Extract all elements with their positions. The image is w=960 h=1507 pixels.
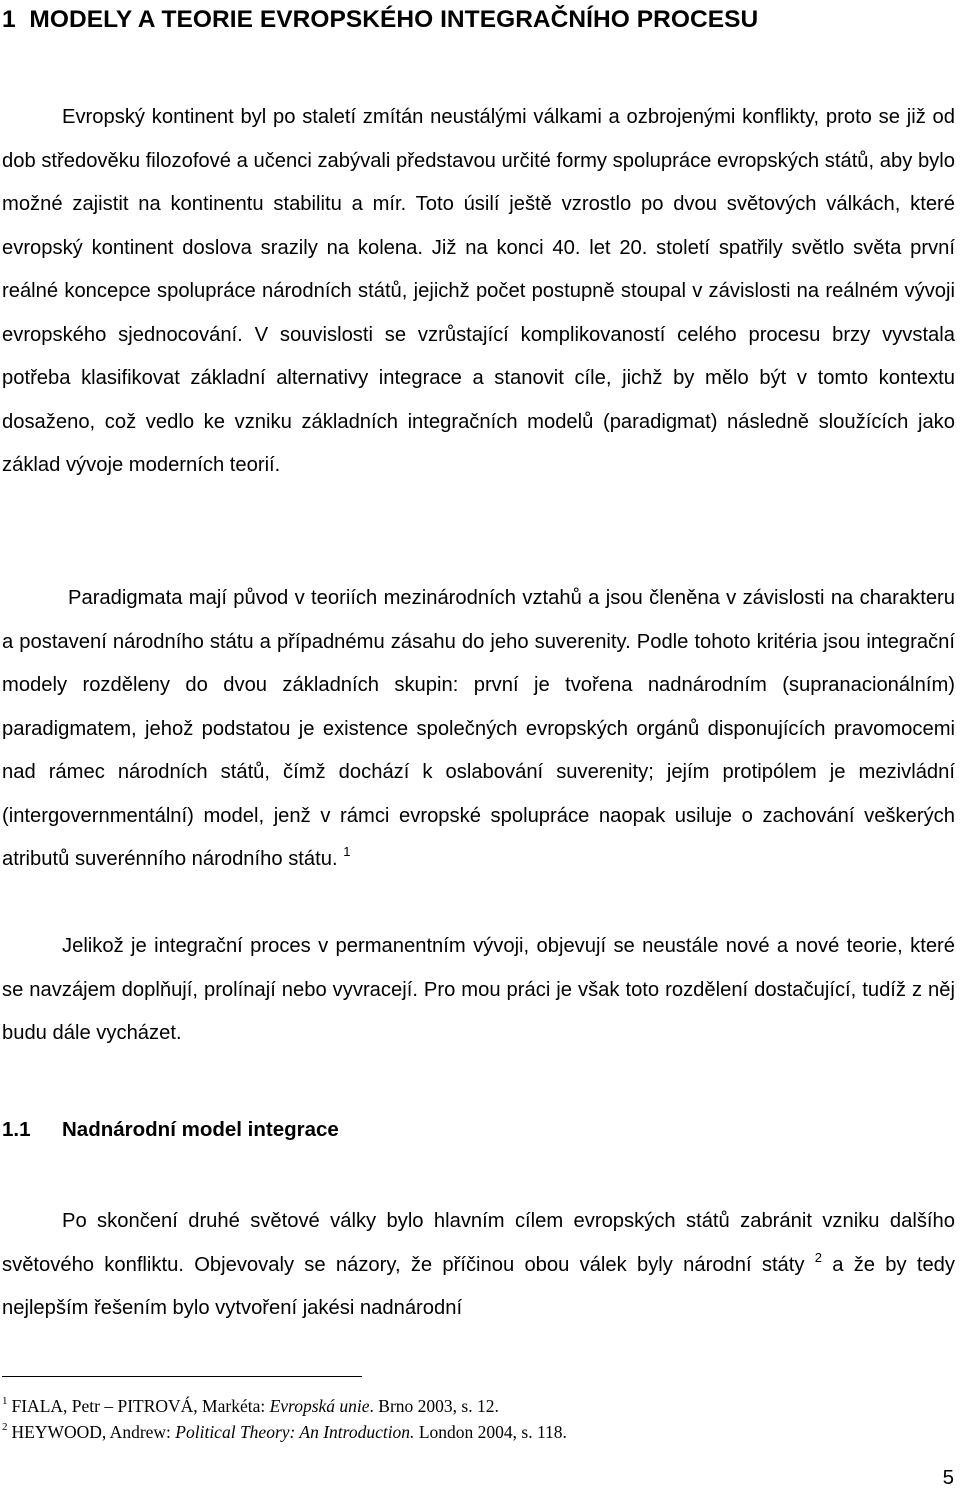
footnote-authors: FIALA, Petr – PITROVÁ, Markéta: xyxy=(11,1396,270,1416)
paragraph-supranational xyxy=(2,1200,955,1331)
paragraph-theories: Jelikož je integrační proces v permanentním vývoji, objevují se neustále nové a nové teorie, které se navzájem doplňují, prolínají nebo vyvracejí. Pro mou práci je však toto rozdělení dostačující, tudíž z něj budu dále vycházet. xyxy=(2,935,955,1044)
footnote-ref-1[interactable]: 1 xyxy=(343,844,351,859)
chapter-number: 1 xyxy=(2,6,16,33)
footnote-separator xyxy=(2,1376,362,1377)
footnote-mark: 1 xyxy=(2,1395,8,1407)
section-title: Nadnárodní model integrace xyxy=(62,1118,339,1141)
footnote-mark: 2 xyxy=(2,1421,8,1433)
footnote-rest: . Brno 2003, s. 12. xyxy=(369,1396,499,1416)
footnote-title: Evropská unie xyxy=(269,1396,370,1416)
footnote-ref-2[interactable]: 2 xyxy=(814,1249,822,1265)
paragraph-supranational-text-continued: a že by tedy nejlepším řešením bylo vytvoření jakési nadnárodní xyxy=(2,1253,956,1319)
footnote-authors: HEYWOOD, Andrew: xyxy=(11,1422,176,1442)
footnote-title: Political Theory: An Introduction. xyxy=(175,1422,415,1442)
paragraph-paradigms xyxy=(2,577,955,882)
chapter-title: MODELY A TEORIE EVROPSKÉHO INTEGRAČNÍHO PROCESU xyxy=(29,6,759,33)
footnote-rest: London 2004, s. 118. xyxy=(414,1422,567,1442)
footnote-1 xyxy=(2,1393,942,1419)
page-number: 5 xyxy=(942,1466,954,1489)
chapter-heading xyxy=(2,3,952,37)
paragraph-paradigms-text: Paradigmata mají původ v teoriích mezinárodních vztahů a jsou členěna v závislosti na charakteru a postavení národního státu a případnému zásahu do jeho suverenity. Podle tohoto kritéria jsou integrační modely rozděleny do dvou základních skupin: první je tvořena nadnárodním (supranacionálním) paradigmatem, jehož podstatou je existence společných evropských orgánů disponujících pravomocemi nad rámec národních států, čímž dochází k oslabování suverenity; jejím protipólem je mezivládní (intergovernmentální) model, jenž v rámci evropské spolupráce naopak usiluje o zachování veškerých atributů suverénního národního státu. xyxy=(2,587,955,870)
footnotes xyxy=(2,1393,942,1445)
section-number: 1.1 xyxy=(2,1118,31,1141)
paragraph-supranational-text: Po skončení druhé světové války bylo hlavním cílem evropských států zabránit vzniku dalšího světového konfliktu. Objevovaly se názory, že příčinou obou válek byly národní státy xyxy=(2,1210,955,1276)
paragraph-intro: Evropský kontinent byl po staletí zmítán neustálými válkami a ozbrojenými konflikty, proto se již od dob středověku filozofové a učenci zabývali představou určité formy spolupráce evropských států, aby bylo možné zajistit na kontinentu stabilitu a mír. Toto úsilí ještě vzrostlo po dvou světových válkách, které evropský kontinent doslova srazily na kolena. Již na konci 40. let 20. století spatřily světlo světa první reálné koncepce spolupráce národních států, jejichž počet postupně stoupal v závislosti na reálném vývoji evropského sjednocování. V souvislosti se vzrůstající komplikovaností celého procesu brzy vyvstala potřeba klasifikovat základní alternativy integrace a stanovit cíle, jichž by mělo být v tomto kontextu dosaženo, což vedlo ke vzniku základních integračních modelů (paradigmat) následně sloužících jako základ vývoje moderních teorií. xyxy=(2,106,955,476)
footnote-2 xyxy=(2,1419,942,1445)
section-heading xyxy=(2,1110,339,1150)
